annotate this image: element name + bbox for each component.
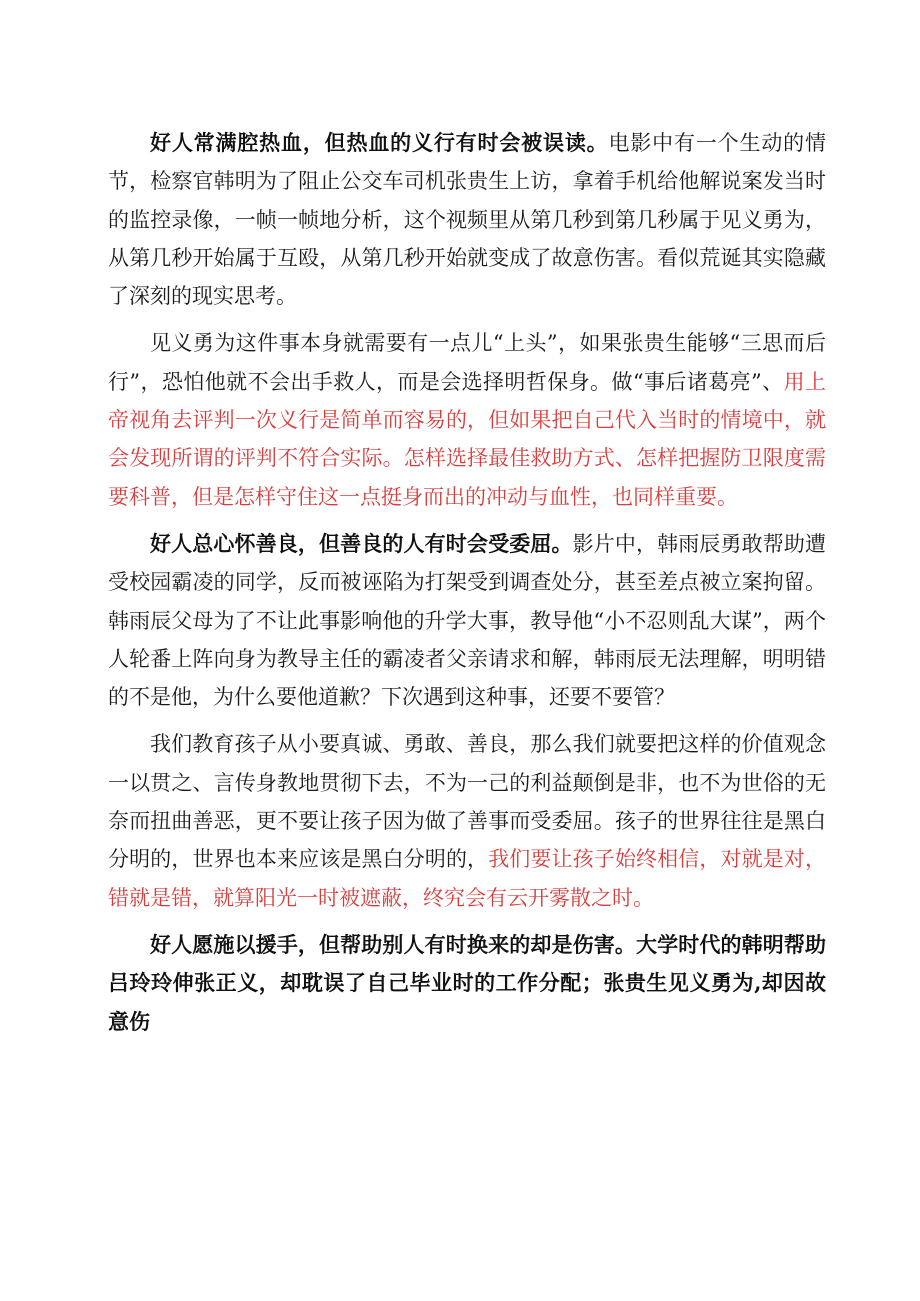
- paragraph-1-body: 电影中有一个生动的情节，检察官韩明为了阻止公交车司机张贵生上访，拿着手机给他解说案发当时的监控录像，一帧一帧地分析，这个视频里从第几秒到第几秒属于见义勇为，从第几秒开始属于互殴，从第几秒开始就变成了故意伤害。看似荒诞其实隐藏了深刻的现实思考。: [108, 131, 826, 309]
- paragraph-5-bold-lead: 好人愿施以援手，但帮助别人有时换来的却是伤害。大学时代的韩明帮助吕玲玲伸张正义，却耽误了自己毕业时的工作分配；张贵生见义勇为,却因故意伤: [108, 931, 826, 1034]
- paragraph-4: [108, 725, 826, 916]
- document-page: [108, 124, 826, 1050]
- paragraph-4-red-highlight: 我们要让孩子始终相信，对就是对，错就是错，就算阳光一时被遮蔽，终究会有云开雾散之时。: [108, 847, 827, 910]
- paragraph-2: [108, 324, 826, 515]
- paragraph-3: [108, 525, 826, 716]
- paragraph-1: [108, 124, 826, 315]
- paragraph-3-bold-lead: 好人总心怀善良，但善良的人有时会受委屈。: [150, 530, 573, 556]
- paragraph-4-body: 我们教育孩子从小要真诚、勇敢、善良，那么我们就要把这样的价值观念一以贯之、言传身教地贯彻下去，不为一己的利益颠倒是非，也不为世俗的无奈而扭曲善恶，更不要让孩子因为做了善事而受委屈。孩子的世界往往是黑白分明的，世界也本来应该是黑白分明的，: [108, 732, 826, 872]
- paragraph-1-bold-lead: 好人常满腔热血，但热血的义行有时会被误读。: [150, 130, 609, 155]
- paragraph-2-red-highlight: 用上帝视角去评判一次义行是简单而容易的，但如果把自己代入当时的情境中，就会发现所谓的评判不符合实际。怎样选择最佳救助方式、怎样把握防卫限度需要科普，但是怎样守住这一点挺身而出的冲动与血性，也同样重要。: [108, 369, 826, 509]
- paragraph-5: [108, 926, 826, 1041]
- paragraph-3-body: 影片中，韩雨辰勇敢帮助遭受校园霸凌的同学，反而被诬陷为打架受到调查处分，甚至差点被立案拘留。韩雨辰父母为了不让此事影响他的升学大事，教导他“小不忍则乱大谋”，两个人轮番上阵向身为教导主任的霸凌者父亲请求和解，韩雨辰无法理解，明明错的不是他，为什么要他道歉？下次遇到这种事，还要不要管？: [108, 531, 827, 710]
- paragraph-2-body: 见义勇为这件事本身就需要有一点儿“上头”，如果张贵生能够“三思而后行”，恐怕他就不会出手救人，而是会选择明哲保身。做“事后诸葛亮”、: [108, 331, 826, 394]
